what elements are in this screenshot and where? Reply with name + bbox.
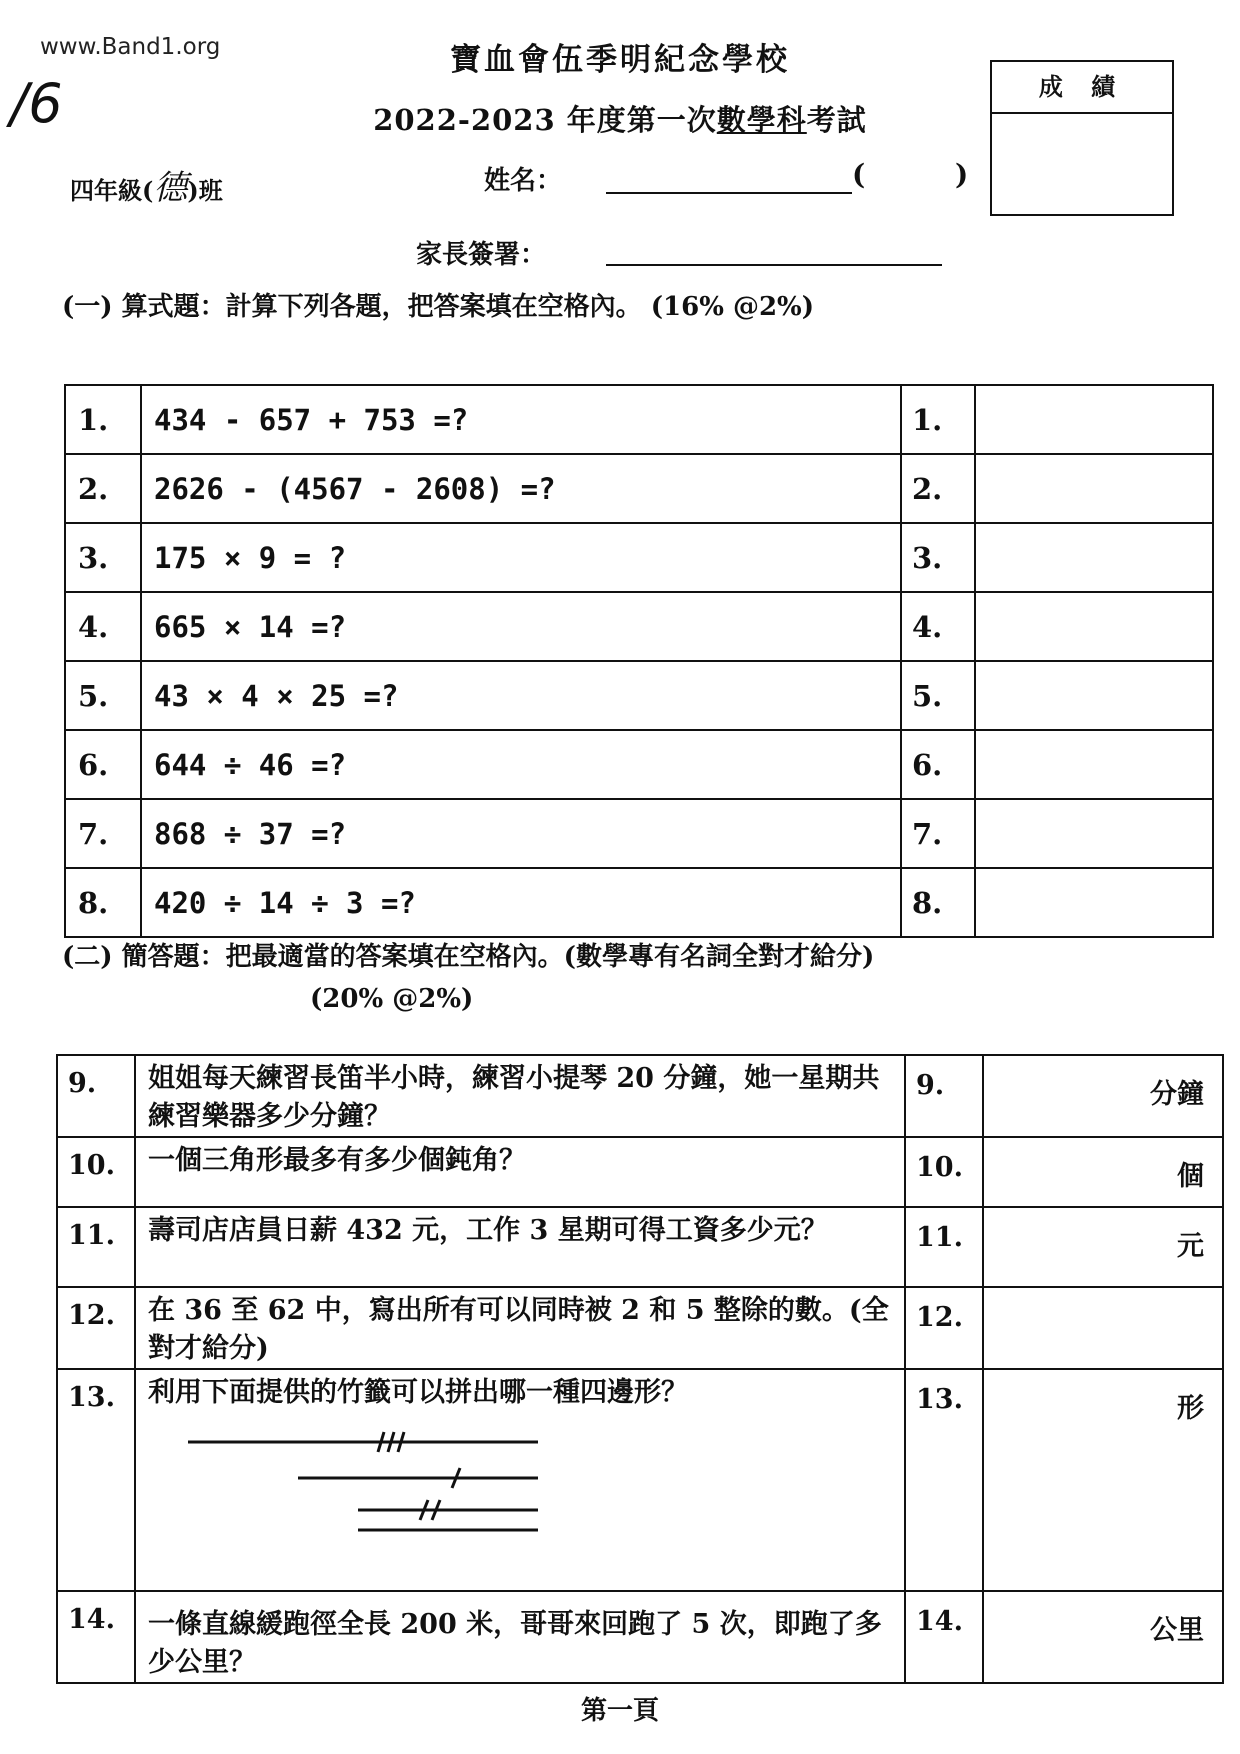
page-footer: 第一頁 bbox=[580, 1696, 659, 1726]
table-row bbox=[65, 868, 1213, 937]
question-number: 8. bbox=[65, 868, 141, 937]
question-number: 13. bbox=[57, 1369, 135, 1591]
answer-unit: 個 bbox=[1177, 1161, 1204, 1192]
section1-table bbox=[64, 384, 1214, 938]
section2-marks: (20% @2%) bbox=[310, 984, 474, 1014]
answer-cell[interactable] bbox=[975, 523, 1213, 592]
answer-number: 9. bbox=[905, 1055, 983, 1137]
answer-unit: 形 bbox=[1177, 1393, 1204, 1424]
answer-unit: 元 bbox=[1177, 1231, 1204, 1262]
question-number: 2. bbox=[65, 454, 141, 523]
watermark: www.Band1.org bbox=[40, 34, 221, 60]
answer-number: 2. bbox=[901, 454, 975, 523]
answer-number: 8. bbox=[901, 868, 975, 937]
name-label: 姓名： bbox=[484, 166, 563, 196]
score-box bbox=[990, 60, 1174, 216]
table-row bbox=[57, 1591, 1223, 1683]
parent-signature-label: 家長簽署： bbox=[416, 240, 547, 270]
answer-unit: 公里 bbox=[1150, 1615, 1204, 1646]
question-number: 9. bbox=[57, 1055, 135, 1137]
parent-signature-field[interactable] bbox=[606, 264, 942, 266]
table-row bbox=[65, 454, 1213, 523]
answer-number: 4. bbox=[901, 592, 975, 661]
answer-number: 10. bbox=[905, 1137, 983, 1207]
question-number: 3. bbox=[65, 523, 141, 592]
answer-cell[interactable] bbox=[983, 1055, 1223, 1137]
score-box-label: 成 績 bbox=[992, 62, 1172, 114]
class-label bbox=[70, 160, 223, 209]
question-number: 11. bbox=[57, 1207, 135, 1287]
answer-number: 3. bbox=[901, 523, 975, 592]
exam-title-prefix: 2022-2023 年度第一次 bbox=[373, 103, 717, 137]
answer-cell[interactable] bbox=[983, 1207, 1223, 1287]
answer-number: 6. bbox=[901, 730, 975, 799]
table-row bbox=[57, 1207, 1223, 1287]
table-row bbox=[57, 1287, 1223, 1369]
question-text: 一條直線緩跑徑全長 200 米，哥哥來回跑了 5 次，即跑了多少公里？ bbox=[135, 1591, 905, 1683]
section2-heading: (二) 簡答題：把最適當的答案填在空格內。(數學專有名詞全對才給分) bbox=[62, 942, 875, 972]
answer-number: 1. bbox=[901, 385, 975, 454]
table-row bbox=[65, 661, 1213, 730]
answer-cell[interactable] bbox=[983, 1591, 1223, 1683]
table-row bbox=[65, 523, 1213, 592]
question-expression: 644 ÷ 46 =? bbox=[141, 730, 901, 799]
answer-cell[interactable] bbox=[975, 454, 1213, 523]
question-number: 14. bbox=[57, 1591, 135, 1683]
table-row bbox=[65, 799, 1213, 868]
section1-heading: (一) 算式題：計算下列各題，把答案填在空格內。 (16% @2%) bbox=[62, 292, 815, 322]
question-number: 1. bbox=[65, 385, 141, 454]
question-number: 6. bbox=[65, 730, 141, 799]
answer-cell[interactable] bbox=[975, 661, 1213, 730]
grade-suffix: )班 bbox=[187, 176, 223, 205]
question-expression: 2626 - (4567 - 2608) =? bbox=[141, 454, 901, 523]
table-row bbox=[65, 730, 1213, 799]
table-row bbox=[65, 592, 1213, 661]
table-row bbox=[57, 1369, 1223, 1591]
question-text: 利用下面提供的竹籤可以拼出哪一種四邊形？ bbox=[148, 1377, 688, 1408]
answer-number: 5. bbox=[901, 661, 975, 730]
answer-number: 13. bbox=[905, 1369, 983, 1591]
class-number-field[interactable]: ( ) bbox=[852, 158, 1009, 191]
answer-cell[interactable] bbox=[975, 868, 1213, 937]
name-field[interactable] bbox=[606, 192, 852, 194]
answer-number: 14. bbox=[905, 1591, 983, 1683]
grade-prefix: 四年級( bbox=[70, 176, 154, 205]
exam-title-subject: 數學科 bbox=[716, 103, 807, 137]
bamboo-sticks-figure bbox=[148, 1428, 568, 1538]
answer-cell[interactable] bbox=[983, 1137, 1223, 1207]
answer-cell[interactable] bbox=[975, 799, 1213, 868]
table-row bbox=[57, 1137, 1223, 1207]
handwritten-score: /6 bbox=[10, 72, 63, 135]
question-text: 壽司店店員日薪 432 元，工作 3 星期可得工資多少元？ bbox=[135, 1207, 905, 1287]
question-number: 4. bbox=[65, 592, 141, 661]
section2-table bbox=[56, 1054, 1224, 1684]
table-row bbox=[65, 385, 1213, 454]
question-text: 在 36 至 62 中，寫出所有可以同時被 2 和 5 整除的數。(全對才給分) bbox=[135, 1287, 905, 1369]
question-text: 一個三角形最多有多少個鈍角？ bbox=[135, 1137, 905, 1207]
answer-cell[interactable] bbox=[975, 385, 1213, 454]
answer-cell[interactable] bbox=[983, 1287, 1223, 1369]
question-expression: 175 × 9 = ? bbox=[141, 523, 901, 592]
answer-unit: 分鐘 bbox=[1150, 1079, 1204, 1110]
question-number: 5. bbox=[65, 661, 141, 730]
question-expression: 420 ÷ 14 ÷ 3 =? bbox=[141, 868, 901, 937]
question-number: 10. bbox=[57, 1137, 135, 1207]
question-expression: 43 × 4 × 25 =? bbox=[141, 661, 901, 730]
question-number: 7. bbox=[65, 799, 141, 868]
question-number: 12. bbox=[57, 1287, 135, 1369]
question-expression: 868 ÷ 37 =? bbox=[141, 799, 901, 868]
grade-handwritten: 德 bbox=[153, 168, 188, 208]
school-name: 寶血會伍季明紀念學校 bbox=[450, 42, 790, 78]
answer-number: 11. bbox=[905, 1207, 983, 1287]
question-text: 姐姐每天練習長笛半小時，練習小提琴 20 分鐘，她一星期共練習樂器多少分鐘？ bbox=[135, 1055, 905, 1137]
answer-cell[interactable] bbox=[983, 1369, 1223, 1591]
answer-number: 12. bbox=[905, 1287, 983, 1369]
answer-cell[interactable] bbox=[975, 592, 1213, 661]
question-expression: 665 × 14 =? bbox=[141, 592, 901, 661]
question-cell bbox=[135, 1369, 905, 1591]
exam-title-suffix: 考試 bbox=[806, 103, 867, 137]
answer-number: 7. bbox=[901, 799, 975, 868]
table-row bbox=[57, 1055, 1223, 1137]
answer-cell[interactable] bbox=[975, 730, 1213, 799]
question-expression: 434 - 657 + 753 =? bbox=[141, 385, 901, 454]
